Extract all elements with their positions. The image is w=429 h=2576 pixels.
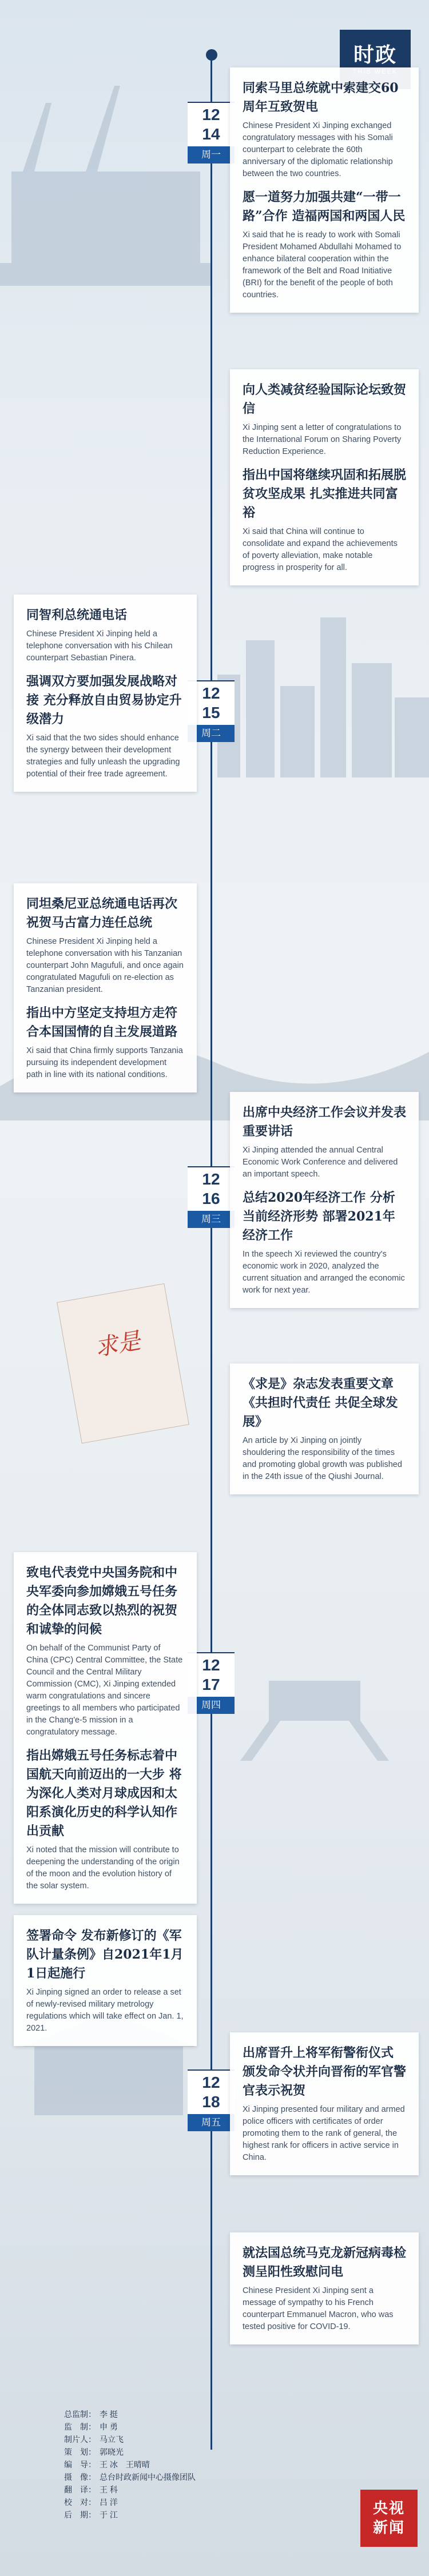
credit-role: 监 制： [64,2422,96,2431]
news-card [230,2232,419,2344]
summary: Chinese President Xi Jinping held a telephone conversation with his Tanzanian counterpart John Magufuli, and once again congratulated Magufuli on re-election as Tanzanian president. [26,937,184,994]
qiushi-book-title: 求是 [93,1327,142,1362]
date-day: 16 [202,1190,220,1207]
summary: Xi said that he is ready to work with Somali President Mohamed Abdullahi Mohamed to enhance bilateral cooperation within the framework of the Belt and Road Initiative (BRI) for the benefit of the people of both countries. [243,230,402,300]
headline: 《求是》杂志发表重要文章《共担时代责任 共促全球发展》 [243,1377,398,1429]
date-marker [188,1166,235,1228]
headline: 同坦桑尼亚总统通电话再次祝贺马古富力连任总统 [26,896,178,930]
news-card [230,67,419,313]
date-day: 17 [202,1676,220,1693]
credit-name: 吕 洋 [100,2498,118,2507]
headline: 指出中国将继续巩固和拓展脱贫攻坚成果 扎实推进共同富裕 [243,468,407,520]
news-card [14,1915,197,2046]
news-card [230,1363,419,1494]
headline: 愿一道努力加强共建“一带一路”合作 造福两国和两国人民 [243,190,406,224]
credit-row [50,2433,196,2446]
date-month: 12 [202,1170,220,1188]
summary: Chinese President Xi Jinping sent a message of sympathy to his French counterpart Emmanuel Macron, who was tested positive for COVID-19. [243,2286,394,2331]
credit-name: 郭晓光 [100,2447,124,2457]
credit-name: 王 冰 王晴晴 [100,2460,150,2469]
headline: 同智利总统通电话 [26,608,128,623]
news-card [14,883,197,1092]
weekday-label: 周四 [188,1697,235,1714]
summary: Xi said that the two sides should enhance the synergy between their development strategies and fully unleash the upgrading potential of their free trade agreement. [26,733,180,779]
credits-block [50,2408,196,2521]
credit-name: 总台时政新闻中心摄像团队 [100,2473,196,2482]
credit-name: 王 科 [100,2485,118,2494]
headline: 强调双方要加强发展战略对接 充分释放自由贸易协定升级潜力 [26,674,182,727]
summary: An article by Xi Jinping on jointly shouldering the responsibility of the times and promoting global growth was published in the 24th issue of the Qiushi Journal. [243,1436,402,1481]
date-marker [188,102,235,164]
date-day: 18 [202,2093,220,2111]
credit-row [50,2421,196,2433]
credit-name: 申 勇 [100,2422,118,2431]
summary: Xi said that China will continue to consolidate and expand the achievements of poverty alleviation, make notable progress in prosperity for all. [243,527,398,572]
credit-role: 策 划： [64,2447,96,2457]
cctv-logo-line1: 央视 [372,2500,405,2517]
credit-role: 翻 译： [64,2485,96,2494]
headline: 同索马里总统就中索建交60周年互致贺电 [243,81,399,114]
summary: Chinese President Xi Jinping held a telephone conversation with his Chilean counterpart Sebastian Pinera. [26,629,173,663]
date-marker [188,2069,235,2131]
news-card [230,1092,419,1308]
summary: Xi said that China firmly supports Tanzania pursuing its independent development path in line with its national conditions. [26,1046,183,1079]
news-card [230,369,419,585]
credit-row [50,2483,196,2496]
date-month: 12 [202,1656,220,1674]
date-month: 12 [202,2073,220,2091]
credit-row [50,2509,196,2521]
credit-role: 后 期： [64,2510,96,2519]
headline: 就法国总统马克龙新冠病毒检测呈阳性致慰问电 [243,2246,407,2279]
summary: Xi Jinping sent a letter of congratulations to the International Forum on Sharing Poverty Reduction Experience. [243,423,402,456]
weekday-label: 周二 [188,725,235,742]
news-card [230,2032,419,2175]
summary: On behalf of the Communist Party of China (CPC) Central Committee, the State Council and the Central Military Commission (CMC), Xi Jinping extended warm congratulations and sincere greetings to all members who participated in the Chang'e-5 mission in a congratulatory message. [26,1644,183,1737]
summary: Xi Jinping presented four military and armed police officers with certificates of order promoting them to the rank of general, the highest rank for officers in active service in China. [243,2105,405,2162]
summary: Xi Jinping signed an order to release a set of newly-revised military metrology regulations which will take effect on Jan. 1, 2021. [26,1988,184,2033]
date-month: 12 [202,106,220,123]
weekday-label: 周三 [188,1211,235,1228]
cctv-logo-line2: 新闻 [372,2519,405,2537]
headline: 出席晋升上将军衔警衔仪式 颁发命令状并向晋衔的军官警官表示祝贺 [243,2045,407,2098]
credit-role: 编 导： [64,2460,96,2469]
summary: In the speech Xi reviewed the country's economic work in 2020, analyzed the current situation and arranged the economic work for next year. [243,1250,405,1295]
weekday-label: 周一 [188,146,235,164]
summary: Chinese President Xi Jinping exchanged congratulatory messages with his Somali counterpart to celebrate the 60th anniversary of the diplomatic relationship between the two countries. [243,121,393,178]
headline: 签署命令 发布新修订的《军队计量条例》自2021年1月1日起施行 [26,1928,184,1981]
date-month: 12 [202,684,220,702]
news-card [14,595,197,792]
headline: 向人类减贫经验国际论坛致贺信 [243,382,407,416]
credit-role: 校 对： [64,2498,96,2507]
credit-name: 李 挺 [100,2410,118,2419]
headline: 出席中央经济工作会议并发表重要讲话 [243,1105,407,1139]
credit-row [50,2458,196,2471]
summary: Xi Jinping attended the annual Central Economic Work Conference and delivered an important speech. [243,1146,398,1179]
date-day: 14 [202,125,220,143]
headline: 指出嫦娥五号任务标志着中国航天向前迈出的一大步 将为深化人类对月球成因和太阳系演化历史的科学认知作出贡献 [26,1748,182,1839]
cctv-news-logo [360,2490,418,2547]
credit-row [50,2496,196,2509]
headline: 总结2020年经济工作 分析当前经济形势 部署2021年经济工作 [243,1190,395,1243]
credit-role: 摄 像： [64,2473,96,2482]
weekday-label: 周五 [188,2114,235,2131]
news-card [14,1552,197,1904]
summary: Xi noted that the mission will contribute to deepening the understanding of the origin of the moon and the evolution history of the solar system. [26,1845,180,1891]
credit-role: 制片人： [64,2435,96,2444]
logo-title: 时政 [353,43,397,67]
headline: 致电代表党中央国务院和中央军委向参加嫦娥五号任务的全体同志致以热烈的祝贺和诚挚的问候 [26,1565,178,1637]
credit-row [50,2446,196,2458]
credit-row [50,2408,196,2421]
date-day: 15 [202,704,220,721]
credit-row [50,2471,196,2483]
credit-name: 马立飞 [100,2435,124,2444]
credit-name: 于 江 [100,2510,118,2519]
headline: 指出中方坚定支持坦方走符合本国国情的自主发展道路 [26,1006,178,1039]
credit-role: 总监制： [64,2410,96,2419]
